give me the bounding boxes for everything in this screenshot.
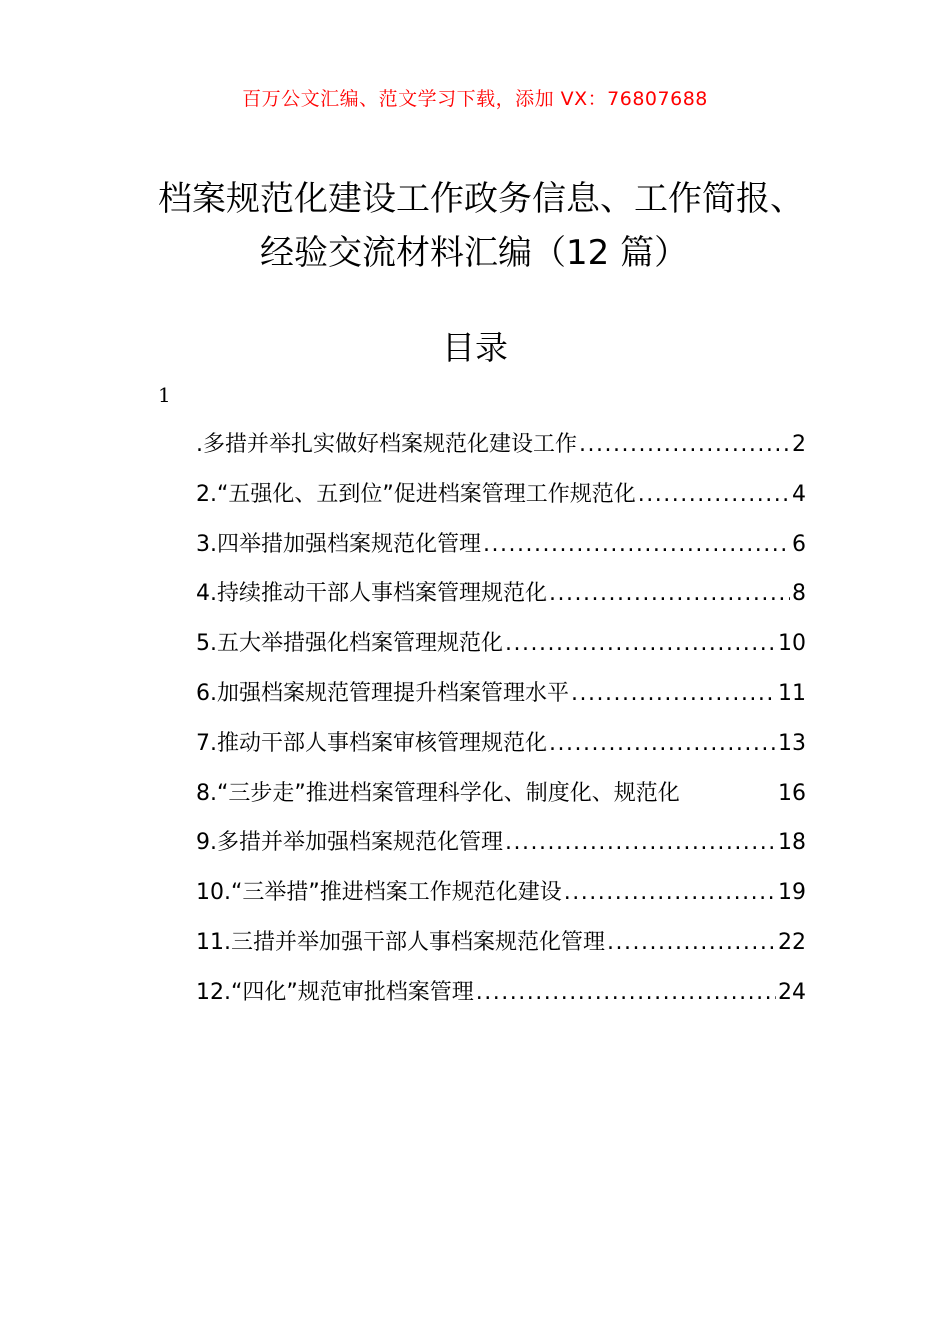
toc-entry[interactable]	[196, 918, 806, 968]
toc-entry-page-number: 19	[778, 880, 806, 906]
toc-entry-page-number: 11	[778, 680, 806, 706]
toc-entry-page-number: 10	[778, 631, 806, 657]
toc-entry[interactable]	[196, 669, 806, 719]
toc-entry-title: 7.推动干部人事档案审核管理规范化	[196, 730, 547, 756]
toc-dot-leader	[607, 918, 776, 968]
toc-dot-leader	[505, 619, 776, 669]
toc-entry[interactable]	[196, 769, 806, 819]
toc-entry[interactable]	[196, 520, 806, 570]
toc-dot-leader	[571, 669, 776, 719]
toc-entry-title: 9.多措并举加强档案规范化管理	[196, 830, 503, 856]
toc-entry-page-number: 18	[778, 830, 806, 856]
toc-dot-leader	[476, 968, 776, 1018]
toc-entry-title: 2.“五强化、五到位”促进档案管理工作规范化	[196, 481, 636, 507]
toc-dot-leader	[638, 470, 790, 520]
toc-dot-leader	[483, 520, 790, 570]
toc-entry-page-number: 24	[778, 979, 806, 1005]
toc-entry[interactable]	[196, 619, 806, 669]
toc-entry[interactable]	[196, 470, 806, 520]
document-title-line-2: 经验交流材料汇编（12 篇）	[260, 233, 689, 273]
toc-entry-title: 3.四举措加强档案规范化管理	[196, 531, 481, 557]
stray-number: 1	[158, 383, 171, 407]
toc-entry-page-number: 8	[792, 581, 806, 607]
toc-entry[interactable]	[196, 968, 806, 1018]
toc-entry-page-number: 13	[778, 730, 806, 756]
toc-entry[interactable]	[196, 818, 806, 868]
document-title-line-1: 档案规范化建设工作政务信息、工作简报、	[158, 179, 804, 219]
toc-entry-page-number: 6	[792, 531, 806, 557]
toc-dot-leader	[549, 719, 776, 769]
toc-entry-title: 5.五大举措强化档案管理规范化	[196, 631, 503, 657]
toc-entry-title: 8.“三步走”推进档案管理科学化、制度化、规范化	[196, 780, 680, 806]
toc-entry[interactable]	[196, 420, 806, 470]
toc-entry-title: .多措并举扎实做好档案规范化建设工作	[196, 432, 577, 457]
toc-dot-leader	[564, 868, 776, 918]
toc-entry-title: 6.加强档案规范管理提升档案管理水平	[196, 680, 569, 706]
toc-entry-page-number: 22	[778, 929, 806, 955]
toc-entry-page-number: 16	[778, 780, 806, 806]
toc-entry[interactable]	[196, 868, 806, 918]
toc-entry-page-number: 4	[792, 481, 806, 507]
toc-dot-leader	[505, 818, 776, 868]
toc-heading: 目录	[442, 328, 508, 367]
document-title	[150, 172, 830, 280]
toc-dot-leader	[579, 420, 790, 470]
toc-entry-page-number: 2	[792, 432, 806, 457]
toc-entry-title: 10.“三举措”推进档案工作规范化建设	[196, 880, 562, 906]
toc-dot-leader	[549, 569, 790, 619]
toc-entry-title: 12.“四化”规范审批档案管理	[196, 979, 474, 1005]
toc-entry-title: 4.持续推动干部人事档案管理规范化	[196, 581, 547, 607]
toc-entry-title: 11.三措并举加强干部人事档案规范化管理	[196, 929, 605, 955]
toc-entry[interactable]	[196, 569, 806, 619]
table-of-contents	[196, 420, 806, 1018]
header-note: 百万公文汇编、范文学习下载，添加 VX：76807688	[242, 88, 708, 110]
toc-entry[interactable]	[196, 719, 806, 769]
